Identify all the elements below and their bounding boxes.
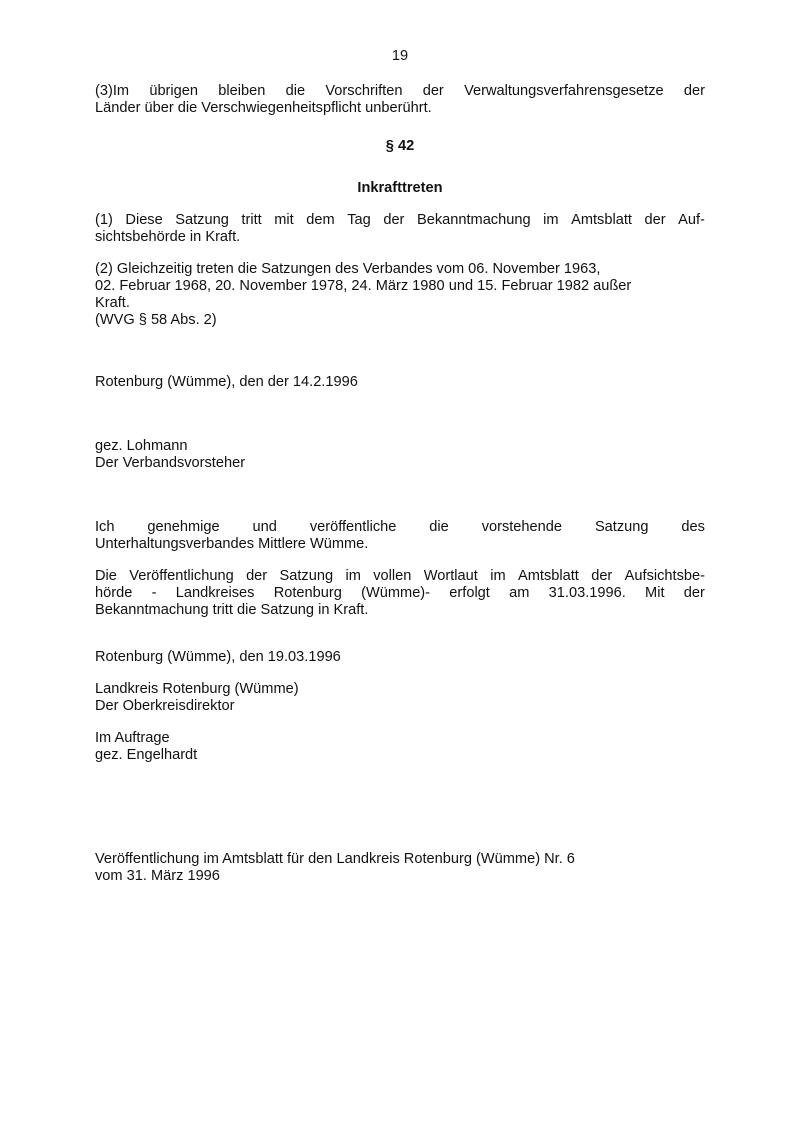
word: übrigen <box>149 83 199 99</box>
word: bleiben <box>218 83 266 99</box>
word: Die <box>95 568 117 584</box>
page-number: 19 <box>391 48 409 64</box>
section-number: § 42 <box>385 138 415 154</box>
word: und <box>252 519 277 535</box>
paragraph-line <box>95 568 705 585</box>
paragraph-line <box>95 83 705 100</box>
word: 31.03.1996. <box>548 585 626 601</box>
word: tritt <box>241 212 262 228</box>
word: Satzung <box>279 568 334 584</box>
paragraph-line: Bekanntmachung tritt die Satzung in Kraft. <box>95 602 369 618</box>
word: Bekanntmachung <box>416 212 531 228</box>
word: dem <box>306 212 335 228</box>
word: Vorschriften <box>325 83 403 99</box>
place-date-authority: Rotenburg (Wümme), den 19.03.1996 <box>95 649 341 665</box>
word: Rotenburg <box>273 585 342 601</box>
word: des <box>681 519 705 535</box>
word: Satzung <box>175 212 229 228</box>
word: die <box>285 83 306 99</box>
word: Aufsichtsbe- <box>624 568 705 584</box>
paragraph-line <box>95 519 705 536</box>
word: erfolgt <box>449 585 490 601</box>
paragraph-line: 02. Februar 1968, 20. November 1978, 24. März 1980 und 15. Februar 1982 außer <box>95 278 632 294</box>
signature-role: Der Verbandsvorsteher <box>95 455 246 471</box>
word: Diese <box>125 212 163 228</box>
footer-line: Veröffentlichung im Amtsblatt für den Landkreis Rotenburg (Wümme) Nr. 6 <box>95 851 575 867</box>
paragraph-line <box>95 585 705 602</box>
word: veröffentliche <box>309 519 397 535</box>
word: der <box>683 83 705 99</box>
paragraph-line: Kraft. <box>95 295 130 311</box>
signature-name: gez. Lohmann <box>95 438 188 454</box>
word: vollen <box>373 568 412 584</box>
word: im <box>490 568 506 584</box>
paragraph-line: (2) Gleichzeitig treten die Satzungen des Verbandes vom 06. November 1963, <box>95 261 601 277</box>
authority-name: Landkreis Rotenburg (Wümme) <box>95 681 299 697</box>
signature-name: gez. Engelhardt <box>95 747 198 763</box>
word: - <box>151 585 157 601</box>
word: Wortlaut <box>423 568 478 584</box>
word: Landkreises <box>175 585 255 601</box>
word: der <box>683 585 705 601</box>
word: Mit <box>645 585 665 601</box>
authority-role: Der Oberkreisdirektor <box>95 698 235 714</box>
paragraph-line: (WVG § 58 Abs. 2) <box>95 312 217 328</box>
section-title: Inkrafttreten <box>357 180 443 196</box>
word: Amtsblatt <box>518 568 579 584</box>
word: (3)Im <box>95 83 130 99</box>
word: Satzung <box>594 519 649 535</box>
paragraph-line <box>95 212 705 229</box>
paragraph-line: Länder über die Verschwiegenheitspflicht unberührt. <box>95 100 432 116</box>
word: genehmige <box>147 519 220 535</box>
word: im <box>543 212 559 228</box>
word: der <box>591 568 613 584</box>
word: hörde <box>95 585 133 601</box>
word: Auf- <box>678 212 705 228</box>
paragraph-line: sichtsbehörde in Kraft. <box>95 229 241 245</box>
word: Veröffentlichung <box>129 568 234 584</box>
word: Ich <box>95 519 115 535</box>
word: (Wümme)- <box>361 585 431 601</box>
word: Amtsblatt <box>571 212 632 228</box>
word: Tag <box>347 212 371 228</box>
signature-mandate: Im Auftrage <box>95 730 170 746</box>
word: am <box>509 585 530 601</box>
word: vorstehende <box>481 519 563 535</box>
footer-line: vom 31. März 1996 <box>95 868 220 884</box>
word: (1) <box>95 212 113 228</box>
word: mit <box>274 212 294 228</box>
word: der <box>246 568 268 584</box>
word: Verwaltungsverfahrensgesetze <box>464 83 664 99</box>
place-date-association: Rotenburg (Wümme), den der 14.2.1996 <box>95 374 358 390</box>
word: der <box>383 212 405 228</box>
word: im <box>345 568 361 584</box>
word: der <box>422 83 444 99</box>
paragraph-line: Unterhaltungsverbandes Mittlere Wümme. <box>95 536 369 552</box>
word: die <box>429 519 449 535</box>
word: der <box>644 212 666 228</box>
